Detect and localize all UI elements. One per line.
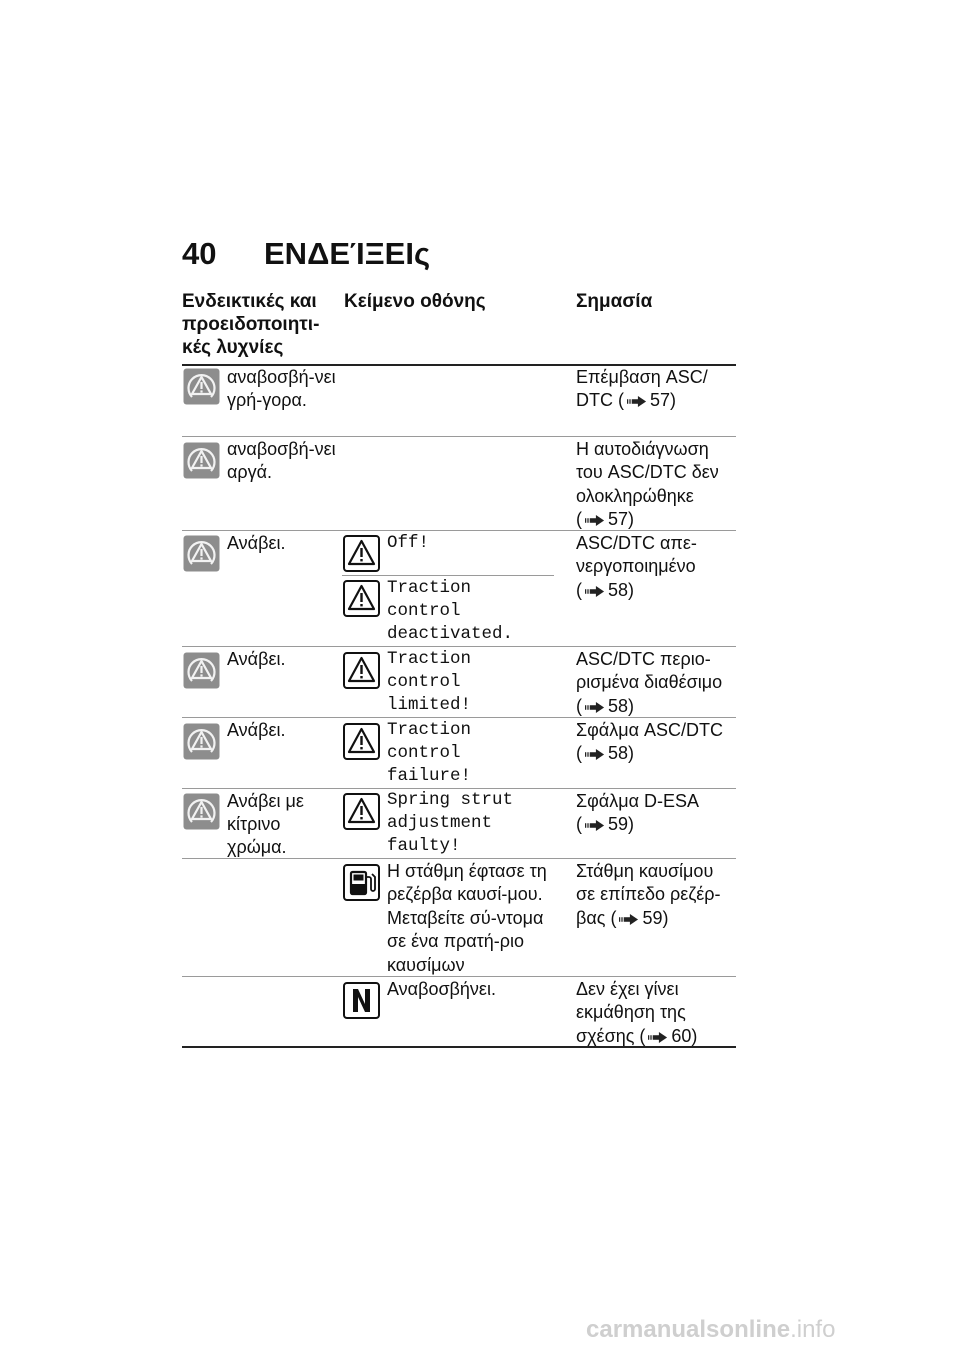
asc-dtc-warning-lamp-icon: [183, 368, 220, 405]
lamp-state-text: Ανάβει με κίτρινο χρώμα.: [227, 791, 304, 857]
meaning-text: Η αυτοδιάγνωση του ASC/DTC δεν ολοκληρώθηκε ( 57): [576, 439, 719, 530]
watermark: carmanualsonline.info: [586, 1316, 836, 1343]
page-reference[interactable]: ( 58): [576, 743, 635, 764]
lamp-state-text: αναβοσβή-νει αργά.: [227, 439, 336, 482]
lamp-state-text: Ανάβει.: [227, 649, 286, 669]
meaning-text: Επέμβαση ASC/ DTC ( 57): [576, 367, 708, 411]
warning-triangle-icon: [343, 793, 380, 830]
meaning-text: Δεν έχει γίνει εκμάθηση της σχέσης ( 60): [576, 979, 698, 1046]
page-header: [182, 236, 430, 272]
column-header-lamps: Ενδεικτικές και προειδοποιητι-κές λυχνίες: [182, 291, 320, 358]
lamp-state-text: Ανάβει.: [227, 533, 286, 553]
fuel-pump-icon: [343, 864, 380, 901]
display-description: Η στάθμη έφτασε τη ρεζέρβα καυσί-μου. Μεταβείτε σύ-ντομα σε ένα πρατή-ριο καυσίμων: [387, 861, 547, 975]
row-divider: [182, 530, 736, 531]
display-message: Spring strut adjustment faulty!: [387, 790, 514, 856]
asc-dtc-warning-lamp-icon: [183, 723, 220, 760]
page-reference[interactable]: ( 59): [576, 814, 635, 835]
page-reference-arrow-icon: [585, 820, 605, 831]
lamp-state-text: Ανάβει.: [227, 720, 286, 740]
page-number: 40: [182, 236, 217, 271]
page-reference-arrow-icon: [585, 749, 605, 760]
page-reference-arrow-icon: [619, 914, 639, 925]
meaning-text: Στάθμη καυσίμου σε επίπεδο ρεζέρ-βας ( 59): [576, 861, 721, 928]
row-divider: [182, 858, 736, 859]
warning-triangle-icon: [343, 652, 380, 689]
row-divider: [182, 976, 736, 977]
column-header-meaning: Σημασία: [576, 291, 653, 312]
warning-triangle-icon: [343, 535, 380, 572]
row-divider: [342, 575, 554, 576]
page-reference[interactable]: ( 60): [639, 1025, 698, 1046]
meaning-text: ASC/DTC απε-νεργοποιημένο ( 58): [576, 533, 697, 600]
chapter-title: ΕΝΔΕΊΞΕΙς: [264, 236, 431, 271]
page-reference-arrow-icon: [585, 702, 605, 713]
neutral-gear-icon: [343, 982, 380, 1019]
page-reference-arrow-icon: [585, 515, 605, 526]
display-message: Traction control limited!: [387, 649, 472, 715]
meaning-text: Σφάλμα D-ESA ( 59): [576, 791, 699, 835]
row-divider: [182, 646, 736, 647]
meaning-text: Σφάλμα ASC/DTC ( 58): [576, 720, 723, 764]
asc-dtc-warning-lamp-icon: [183, 442, 220, 479]
display-description: Αναβοσβήνει.: [387, 979, 496, 999]
page-reference-arrow-icon: [648, 1032, 668, 1043]
suspension-warning-lamp-icon: [183, 793, 220, 830]
asc-dtc-warning-lamp-icon: [183, 652, 220, 689]
display-message: Traction control failure!: [387, 720, 472, 786]
table-bottom-rule: [182, 1046, 736, 1048]
row-divider: [182, 717, 736, 718]
warning-triangle-icon: [343, 723, 380, 760]
page-reference[interactable]: ( 57): [618, 390, 677, 411]
row-divider: [182, 436, 736, 437]
page-reference-arrow-icon: [627, 396, 647, 407]
display-message: Traction control deactivated.: [387, 578, 514, 644]
page-reference[interactable]: ( 58): [576, 695, 635, 716]
asc-dtc-warning-lamp-icon: [183, 535, 220, 572]
column-header-display: Κείμενο οθόνης: [344, 291, 486, 312]
page-reference[interactable]: ( 57): [576, 509, 635, 530]
page-reference-arrow-icon: [585, 586, 605, 597]
meaning-text: ASC/DTC περιο-ρισμένα διαθέσιμο ( 58): [576, 649, 723, 716]
page-reference[interactable]: ( 59): [610, 907, 669, 928]
display-message: Off!: [387, 533, 430, 553]
warning-triangle-icon: [343, 580, 380, 617]
lamp-state-text: αναβοσβή-νει γρή-γορα.: [227, 367, 336, 410]
page-reference[interactable]: ( 58): [576, 579, 635, 600]
